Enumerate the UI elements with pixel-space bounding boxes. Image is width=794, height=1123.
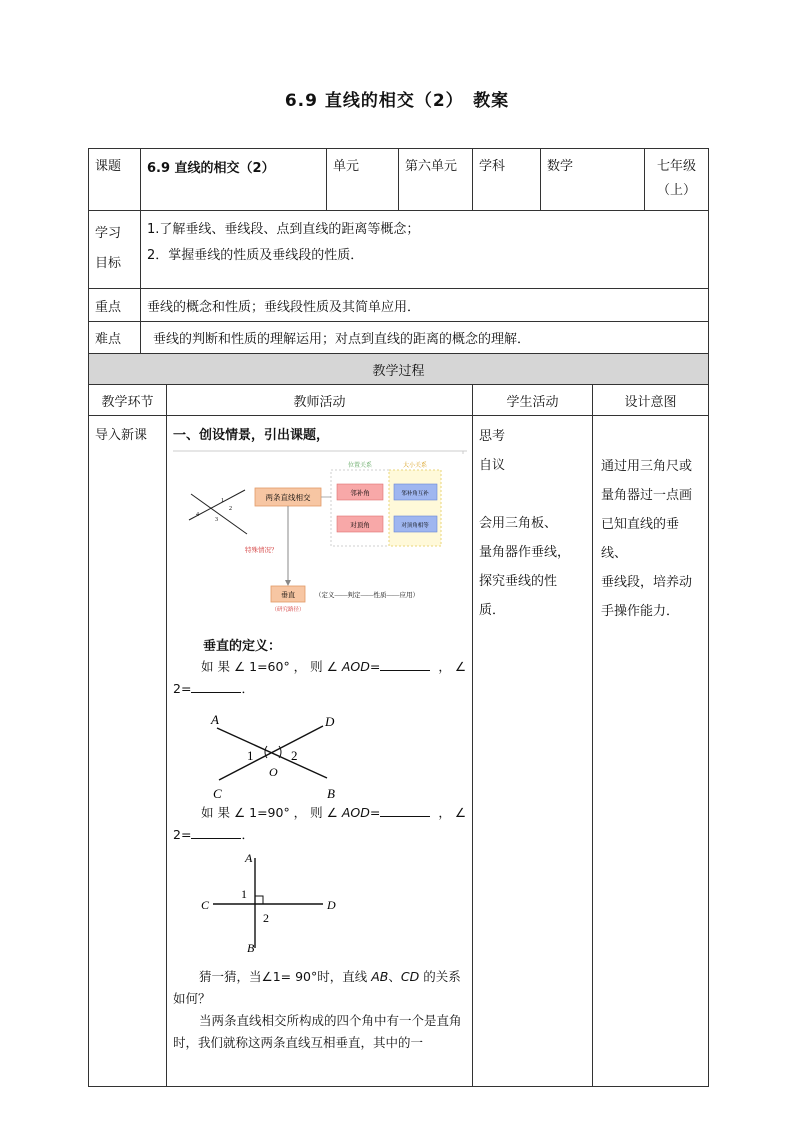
mindmap-figure bbox=[167, 446, 473, 621]
key-points-text: 垂线的概念和性质；垂线段性质及其简单应用． bbox=[141, 289, 709, 322]
blank-4[interactable] bbox=[191, 826, 241, 839]
course-name: 6.9 直线的相交（2） bbox=[141, 149, 327, 211]
student-line-3 bbox=[479, 480, 592, 509]
chain-text: （定义——判定——性质——应用） bbox=[315, 592, 419, 599]
question-1: 如 果 ∠ 1=60° ， 则 ∠ AOD= ， ∠ 2= ． bbox=[173, 659, 467, 696]
design-line-5: 手操作能力． bbox=[601, 604, 680, 619]
fig2-label-D: D bbox=[327, 898, 336, 912]
angle-label-4: 4 bbox=[196, 512, 199, 518]
fig2-label-B: B bbox=[247, 941, 255, 955]
blank-1[interactable] bbox=[380, 658, 430, 671]
objective-2: 2．掌握垂线的性质及垂线段的性质． bbox=[147, 248, 364, 263]
special-case-text: 特殊情况？ bbox=[245, 547, 278, 554]
student-activity bbox=[473, 416, 593, 1087]
col-stage: 教学环节 bbox=[89, 385, 167, 416]
column-header-row bbox=[89, 385, 709, 416]
size-group bbox=[389, 470, 441, 546]
intersect-figure-60 bbox=[197, 710, 357, 801]
objective-1: 1.了解垂线、垂线段、点到直线的距离等概念； bbox=[147, 222, 420, 237]
result-text: 垂直 bbox=[281, 591, 295, 599]
objectives-label bbox=[89, 211, 141, 289]
definition-title: 垂直的定义： bbox=[203, 639, 282, 654]
teacher-heading: 一、创设情景，引出课题， bbox=[173, 428, 330, 443]
header-row bbox=[89, 149, 709, 211]
objectives-row bbox=[89, 211, 709, 289]
fig1-angle-2: 2 bbox=[291, 748, 298, 763]
fig2-label-C: C bbox=[201, 898, 210, 912]
stage-name: 导入新课 bbox=[89, 416, 167, 1087]
student-line-4: 会用三角板、 bbox=[479, 516, 558, 531]
fig1-label-B: B bbox=[327, 786, 335, 801]
grade-line1: 七年级 bbox=[657, 159, 697, 174]
col-student: 学生活动 bbox=[473, 385, 593, 416]
unit-label: 单元 bbox=[327, 149, 399, 211]
pos-text-1: 邻补角 bbox=[350, 490, 370, 497]
design-line-2: 量角器过一点画 bbox=[601, 488, 693, 503]
definition-text: 当两条直线相交所构成的四个角中有一个是直角时，我们就称这两条直线互相垂直，其中的一 bbox=[173, 1013, 462, 1050]
col-design: 设计意图 bbox=[593, 385, 709, 416]
angle-label-1: 1 bbox=[221, 498, 224, 504]
grade-value bbox=[645, 149, 709, 211]
fig1-label-O: O bbox=[269, 765, 278, 779]
guess-question: 猜一猜，当∠1= 90°时，直线 AB、CD 的关系如何？ bbox=[173, 969, 461, 1006]
objectives-label-1: 学习 bbox=[95, 226, 122, 241]
subject-label: 学科 bbox=[473, 149, 541, 211]
size-text-1: 邻补角互补 bbox=[401, 491, 429, 497]
key-points-row bbox=[89, 289, 709, 322]
question-2: 如 果 ∠ 1=90° ， 则 ∠ AOD= ， ∠ 2= ． bbox=[173, 805, 467, 842]
center-text: 两条直线相交 bbox=[265, 493, 311, 502]
design-line-1: 通过用三角尺或 bbox=[601, 459, 693, 474]
document-title: 6.9 直线的相交（2） 教案 bbox=[284, 91, 510, 111]
design-line-4: 垂线段，培养动 bbox=[601, 575, 693, 590]
fig1-label-A: A bbox=[211, 712, 219, 727]
path-label: （研究路径） bbox=[271, 607, 305, 613]
position-group bbox=[331, 470, 389, 546]
process-header-row bbox=[89, 354, 709, 385]
position-title: 位置关系 bbox=[347, 463, 373, 469]
student-line-5: 量角器作垂线， bbox=[479, 545, 571, 560]
design-line-3: 已知直线的垂线、 bbox=[601, 517, 680, 561]
grade-line2: （上） bbox=[657, 183, 697, 198]
size-title: 大小关系 bbox=[402, 463, 428, 469]
student-line-2: 自议 bbox=[479, 458, 506, 473]
fig1-label-D: D bbox=[325, 714, 335, 729]
pos-text-2: 对顶角 bbox=[350, 522, 370, 529]
process-header: 教学过程 bbox=[89, 354, 709, 385]
intro-row bbox=[89, 416, 709, 1087]
difficulties-row bbox=[89, 322, 709, 354]
angle-label-3: 3 bbox=[215, 517, 218, 523]
difficulties-label: 难点 bbox=[89, 322, 141, 354]
blank-2[interactable] bbox=[191, 680, 241, 693]
objectives-content bbox=[141, 211, 709, 289]
fig2-angle-1: 1 bbox=[241, 887, 247, 901]
design-intent bbox=[593, 416, 709, 1087]
col-teacher: 教师活动 bbox=[167, 385, 473, 416]
size-text-2: 对顶角相等 bbox=[401, 523, 429, 529]
blank-3[interactable] bbox=[380, 804, 430, 817]
subject-value: 数学 bbox=[541, 149, 645, 211]
lesson-plan-table bbox=[88, 148, 709, 1087]
difficulties-text: 垂线的判断和性质的理解运用；对点到直线的距离的概念的理解． bbox=[141, 322, 709, 354]
student-line-6: 探究垂线的性 bbox=[479, 574, 558, 589]
teacher-activity bbox=[167, 416, 473, 1087]
objectives-label-2: 目标 bbox=[95, 256, 122, 271]
perpendicular-figure bbox=[197, 848, 357, 958]
angle-label-2: 2 bbox=[229, 506, 232, 512]
fig1-label-C: C bbox=[213, 786, 222, 801]
student-line-1: 思考 bbox=[479, 429, 506, 444]
unit-value: 第六单元 bbox=[399, 149, 473, 211]
fig2-label-A: A bbox=[245, 851, 253, 865]
student-line-7: 质． bbox=[479, 603, 506, 618]
fig2-angle-2: 2 bbox=[263, 911, 269, 925]
course-label: 课题 bbox=[89, 149, 141, 211]
fig1-angle-1: 1 bbox=[247, 748, 254, 763]
key-points-label: 重点 bbox=[89, 289, 141, 322]
